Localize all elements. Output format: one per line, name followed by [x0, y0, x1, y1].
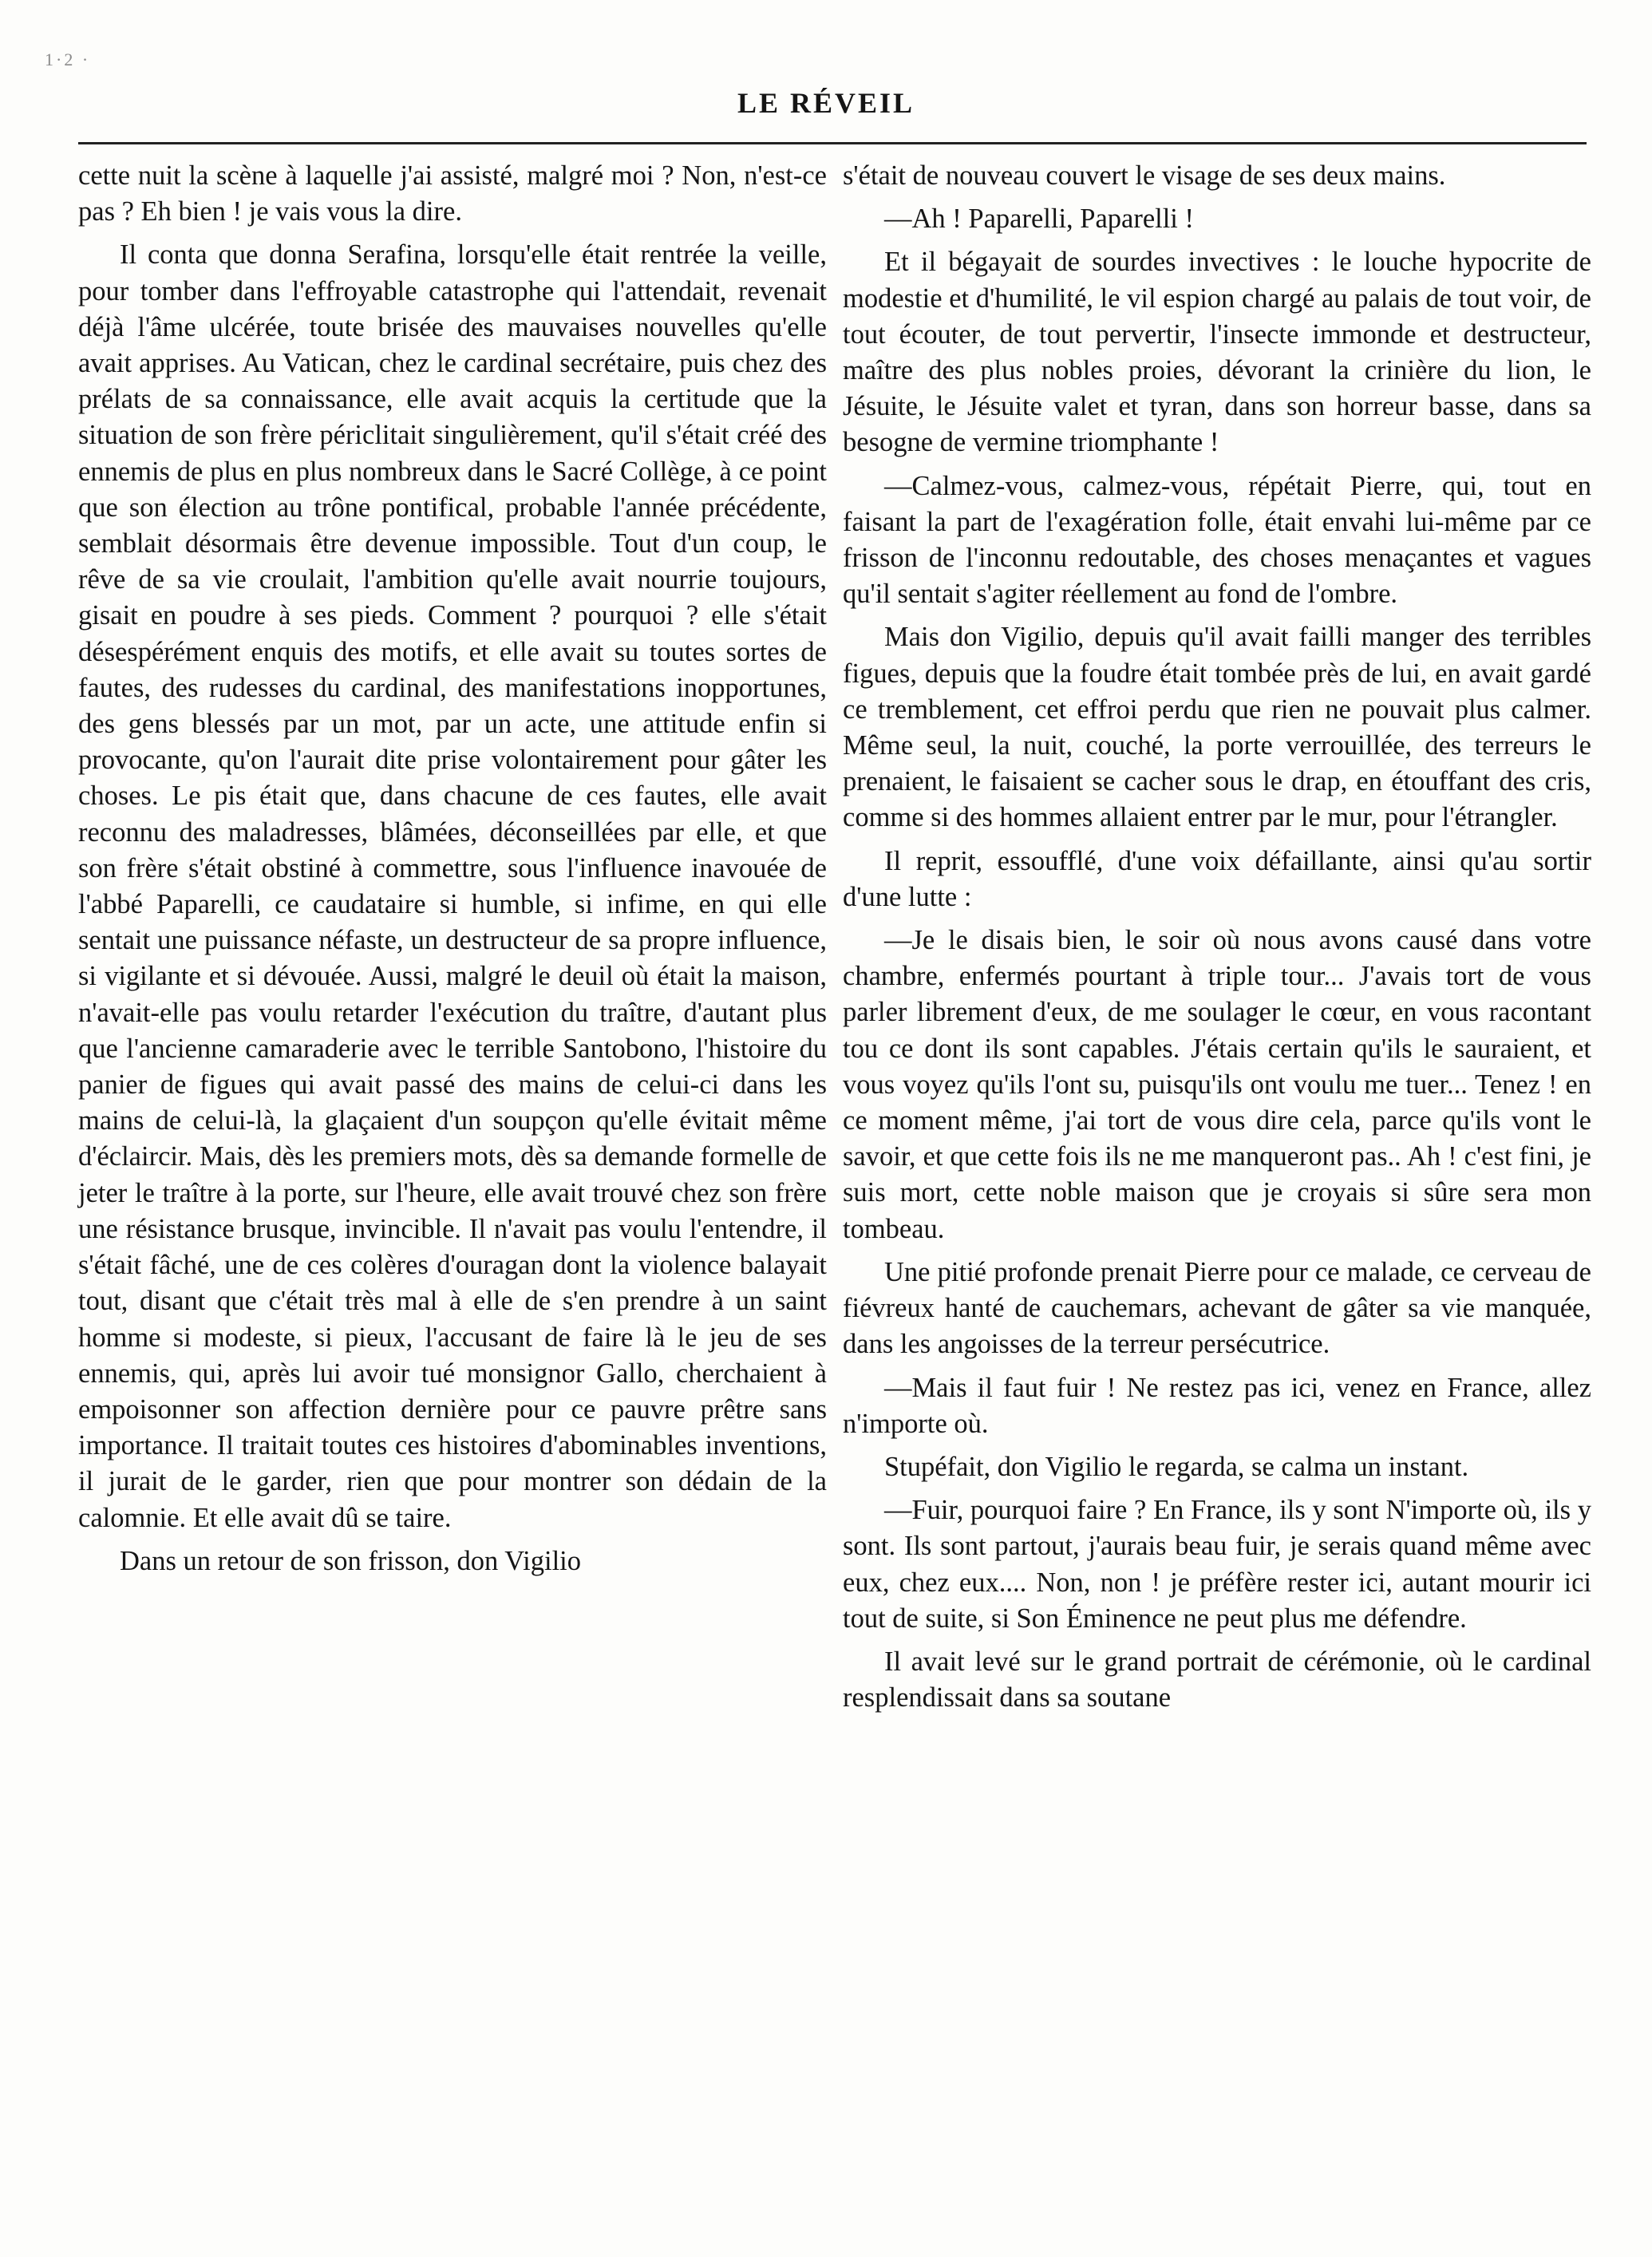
paragraph: —Mais il faut fuir ! Ne restez pas ici, venez en France, allez n'importe où. — [843, 1372, 1591, 1439]
paragraph: s'était de nouveau couvert le visage de ses deux mains. — [843, 160, 1446, 191]
paragraph: Il conta que donna Serafina, lorsqu'elle était rentrée la veille, pour tomber dans l'effroyable catastrophe qui l'attendait, revenait déjà l'âme ulcérée, toute brisée des mauvaises nouvelles qu'elle avait apprises. Au Vatican, chez le cardinal secrétaire, puis chez des prélats de sa connaissance, elle avait acquis la certitude que la situation de son frère périclitait singulièrement, qu'il s'était créé des ennemis de plus en plus nombreux dans le Sacré Collège, à ce point que son élection au trône pontifical, probable l'année précédente, semblait désormais être devenue impossible. Tout d'un coup, le rêve de sa vie croulait, l'ambition qu'elle avait nourrie toujours, gisait en poudre à ses pieds. Comment ? pourquoi ? elle s'était désespérément enquis des motifs, et elle avait su toutes sortes de fautes, des rudesses du cardinal, des manifestations inopportunes, des gens blessés par un mot, par un acte, une attitude enfin si provocante, qu'on l'aurait dite prise volontairement pour gâter les choses. Le pis était que, dans chacune de ces fautes, elle avait reconnu des maladresses, blâmées, déconseillées par elle, et que son frère s'était obstiné à commettre, sous l'influence inavouée de l'abbé Paparelli, ce caudataire si humble, si infime, en qui elle sentait une puissance néfaste, un destructeur de sa propre influence, si vigilante et si dévouée. Aussi, malgré le deuil où était la maison, n'avait-elle pas voulu retarder l'exécution du traître, d'autant plus que l'ancienne camaraderie avec le terrible Santobono, l'histoire du panier de figues qui avait passé des mains de celui-ci dans les mains de celui-là, la glaçaient d'un soupçon qu'elle évitait même d'éclaircir. Mais, dès les premiers mots, dès sa demande formelle de jeter le traître à la porte, sur l'heure, elle avait trouvé chez son frère une résistance brusque, invincible. Il n'avait pas voulu l'entendre, il s'était fâché, une de ces colères d'ouragan dont la violence balayait tout, disant que c'était très mal à elle de s'en prendre à un saint homme si modeste, si pieux, l'accusant de faire là le jeu de ses ennemis, qui, après lui avoir tué monsignor Gallo, cherchaient à empoisonner son affection dernière pour ce pauvre prêtre sans importance. Il traitait toutes ces histoires d'abominables inventions, il jurait de le garder, rien que pour montrer son dédain de la calomnie. Et elle avait dû se taire. — [78, 239, 827, 1533]
paragraph: Il reprit, essoufflé, d'une voix défaillante, ainsi qu'au sortir d'une lutte : — [843, 845, 1591, 912]
left-column — [78, 158, 827, 1587]
paragraph: —Calmez-vous, calmez-vous, répétait Pierre, qui, tout en faisant la part de l'exagération folle, était envahi lui-même par ce frisson de l'inconnu redoutable, des choses menaçantes et vagues qu'il sentait s'agiter réellement au fond de l'ombre. — [843, 470, 1591, 610]
paragraph: Mais don Vigilio, depuis qu'il avait failli manger des terribles figues, depuis que la foudre était tombée près de lui, en avait gardé ce tremblement, cet effroi perdu que rien ne pouvait plus calmer. Même seul, la nuit, couché, la porte verrouillée, des terreurs le prenaient, le faisaient se cacher sous le drap, en étouffant des cris, comme si des hommes allaient entrer par le mur, pour l'étrangler. — [843, 622, 1591, 833]
paragraph: —Je le disais bien, le soir où nous avons causé dans votre chambre, enfermés pourtant à triple tour... J'avais tort de vous parler librement d'eux, de me soulager le cœur, en vous racontant tou ce dont ils sont capables. J'étais certain qu'ils le sauraient, et vous voyez qu'ils l'ont su, puisqu'ils ont voulu me tuer... Tenez ! en ce moment même, j'ai tort de vous dire cela, parce qu'ils vont le savoir, et que cette fois ils ne me manqueront pas.. Ah ! c'est fini, je suis mort, cette noble maison que je croyais si sûre sera mon tombeau. — [843, 925, 1591, 1244]
paragraph: cette nuit la scène à laquelle j'ai assisté, malgré moi ? Non, n'est-ce pas ? Eh bien ! je vais vous la dire. — [78, 160, 827, 227]
running-head: LE RÉVEIL — [737, 87, 915, 119]
paragraph: —Ah ! Paparelli, Paparelli ! — [884, 204, 1195, 235]
paragraph: Stupéfait, don Vigilio le regarda, se calma un instant. — [884, 1451, 1469, 1482]
paragraph: Et il bégayait de sourdes invectives : le louche hypocrite de modestie et d'humilité, le vil espion chargé au palais de tout voir, de tout écouter, de tout pervertir, l'insecte immonde et destructeur, maître des plus nobles proies, dévorant la crinière du lion, le Jésuite, le Jésuite valet et tyran, dans son horreur basse, dans sa besogne de vermine triomphante ! — [843, 247, 1591, 458]
right-column — [843, 158, 1591, 1723]
paragraph: Une pitié profonde prenait Pierre pour ce malade, ce cerveau de fiévreux hanté de cauchemars, achevant de gâter sa vie manquée, dans les angoisses de la terreur persécutrice. — [843, 1256, 1591, 1360]
paragraph: Dans un retour de son frisson, don Vigilio — [120, 1545, 581, 1576]
paragraph: Il avait levé sur le grand portrait de cérémonie, où le cardinal resplendissait dans sa soutane — [843, 1646, 1591, 1714]
page-corner-mark: 1·2 · — [45, 49, 91, 69]
paragraph: —Fuir, pourquoi faire ? En France, ils y sont N'importe où, ils y sont. Ils sont partout, j'aurais beau fuir, je serais quand même avec eux, chez eux.... Non, non ! je préfère rester ici, autant mourir ici tout de suite, si Son Éminence ne peut plus me défendre. — [843, 1495, 1591, 1634]
header-rule — [78, 142, 1587, 144]
